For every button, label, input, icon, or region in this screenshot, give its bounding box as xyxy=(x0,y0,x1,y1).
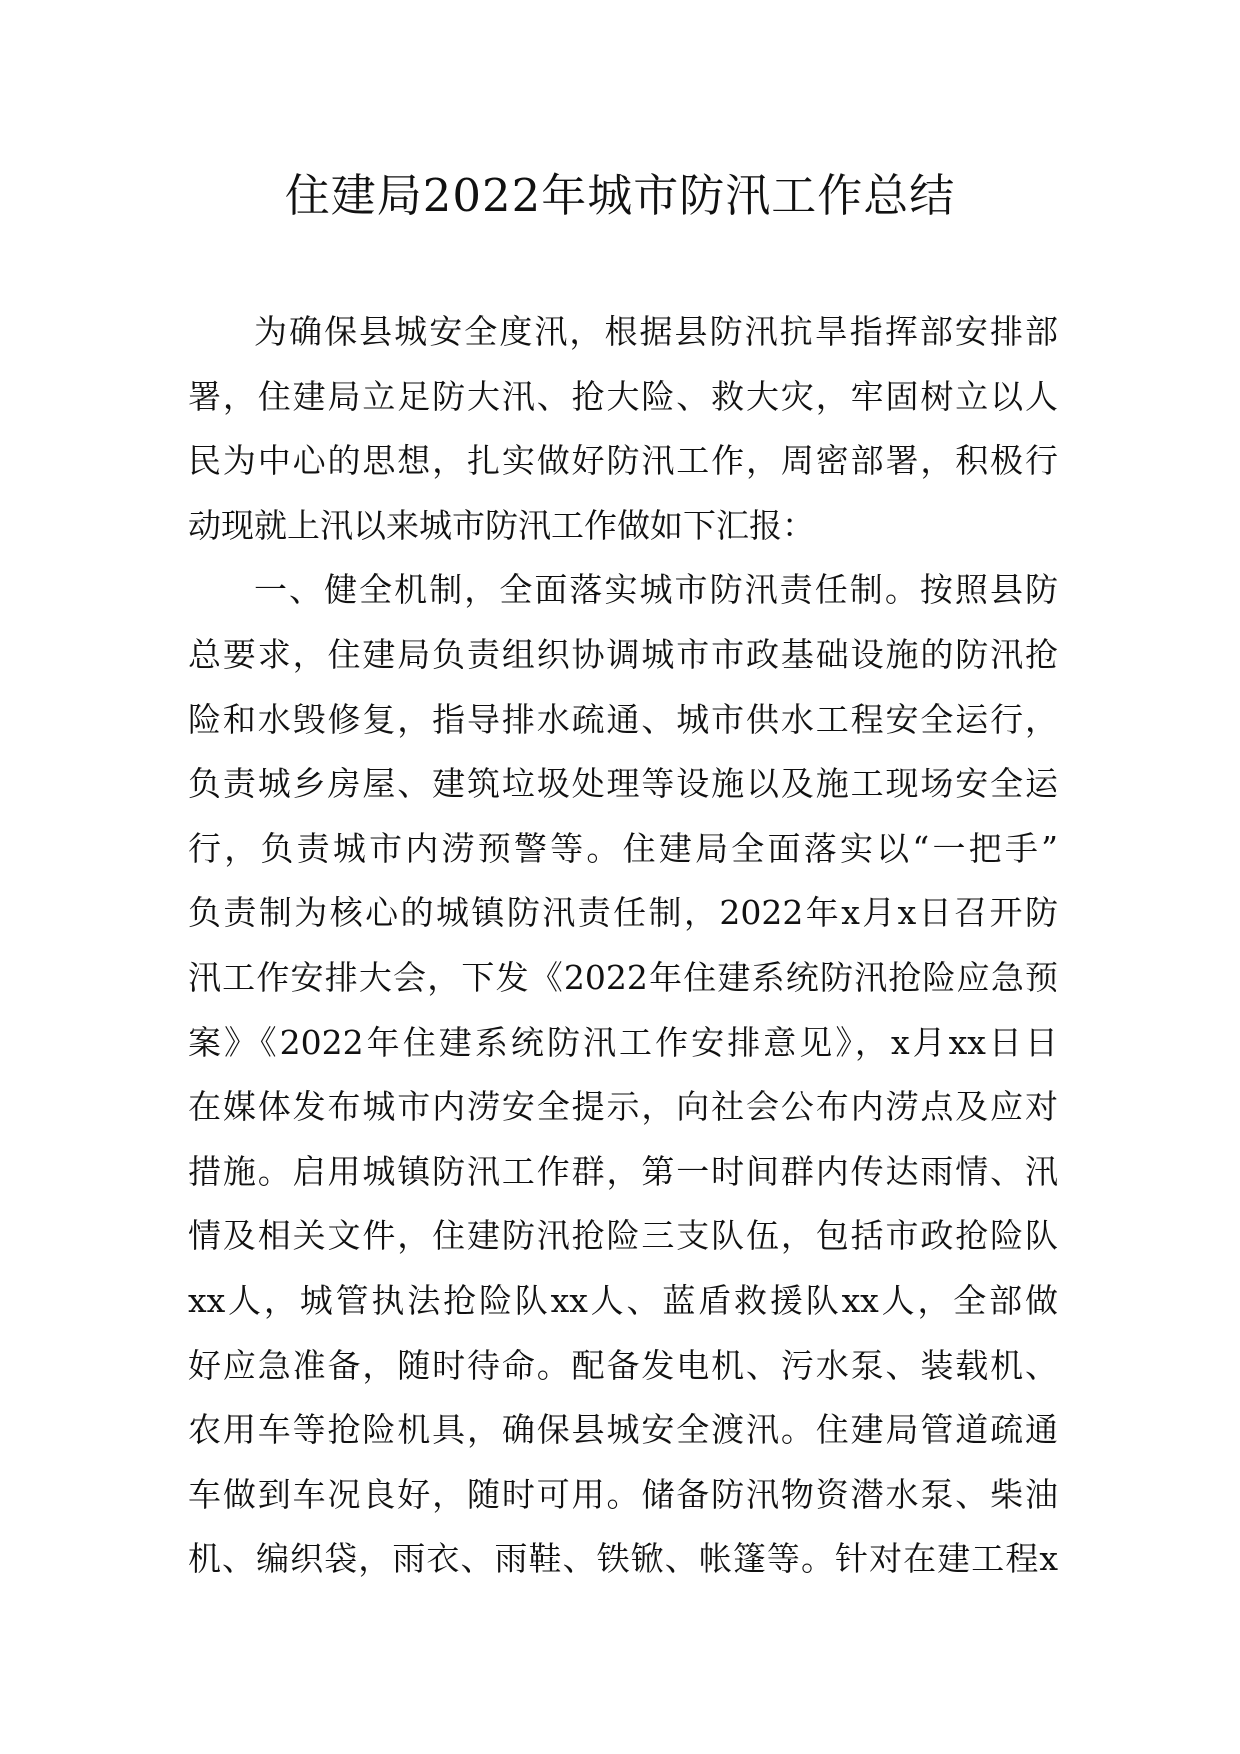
paragraph-line: 在媒体发布城市内涝安全提示，向社会公布内涝点及应对 xyxy=(188,1087,1058,1127)
paragraph-line: 情及相关文件，住建防汛抢险三支队伍，包括市政抢险队 xyxy=(188,1216,1058,1256)
document-body xyxy=(188,300,1058,1592)
paragraph-line: 险和水毁修复，指导排水疏通、城市供水工程安全运行， xyxy=(188,699,1058,739)
paragraph-line: 措施。启用城镇防汛工作群，第一时间群内传达雨情、汛 xyxy=(188,1151,1058,1191)
paragraph-line: 负责城乡房屋、建筑垃圾处理等设施以及施工现场安全运 xyxy=(188,764,1058,804)
paragraph-line: 负责制为核心的城镇防汛责任制，2022年x月x日召开防 xyxy=(188,893,1058,933)
paragraph-line: 行，负责城市内涝预警等。住建局全面落实以“一把手” xyxy=(188,828,1058,868)
paragraph-line: 署，住建局立足防大汛、抢大险、救大灾，牢固树立以人 xyxy=(188,376,1058,416)
paragraph-line: 汛工作安排大会，下发《2022年住建系统防汛抢险应急预 xyxy=(188,957,1058,997)
paragraph-line: 案》《2022年住建系统防汛工作安排意见》，x月xx日日 xyxy=(188,1022,1058,1062)
paragraph-line: 为确保县城安全度汛，根据县防汛抗旱指挥部安排部 xyxy=(254,312,1058,351)
paragraph-line: 好应急准备，随时待命。配备发电机、污水泵、装载机、 xyxy=(188,1345,1058,1385)
paragraph-line: 农用车等抢险机具，确保县城安全渡汛。住建局管道疏通 xyxy=(188,1410,1058,1450)
paragraph-line: 民为中心的思想，扎实做好防汛工作，周密部署，积极行 xyxy=(188,441,1058,481)
paragraph-line: 一、健全机制，全面落实城市防汛责任制。按照县防 xyxy=(254,570,1058,610)
paragraph-line: 机、编织袋，雨衣、雨鞋、铁锨、帐篷等。针对在建工程x xyxy=(188,1539,1058,1579)
paragraph-line: 车做到车况良好，随时可用。储备防汛物资潜水泵、柴油 xyxy=(188,1474,1058,1514)
paragraph-line: xx人，城管执法抢险队xx人、蓝盾救援队xx人，全部做 xyxy=(188,1280,1058,1320)
paragraph-line: 总要求，住建局负责组织协调城市市政基础设施的防汛抢 xyxy=(188,634,1058,674)
document-title: 住建局2022年城市防汛工作总结 xyxy=(284,169,956,222)
paragraph-line: 动现就上汛以来城市防汛工作做如下汇报： xyxy=(188,505,815,545)
